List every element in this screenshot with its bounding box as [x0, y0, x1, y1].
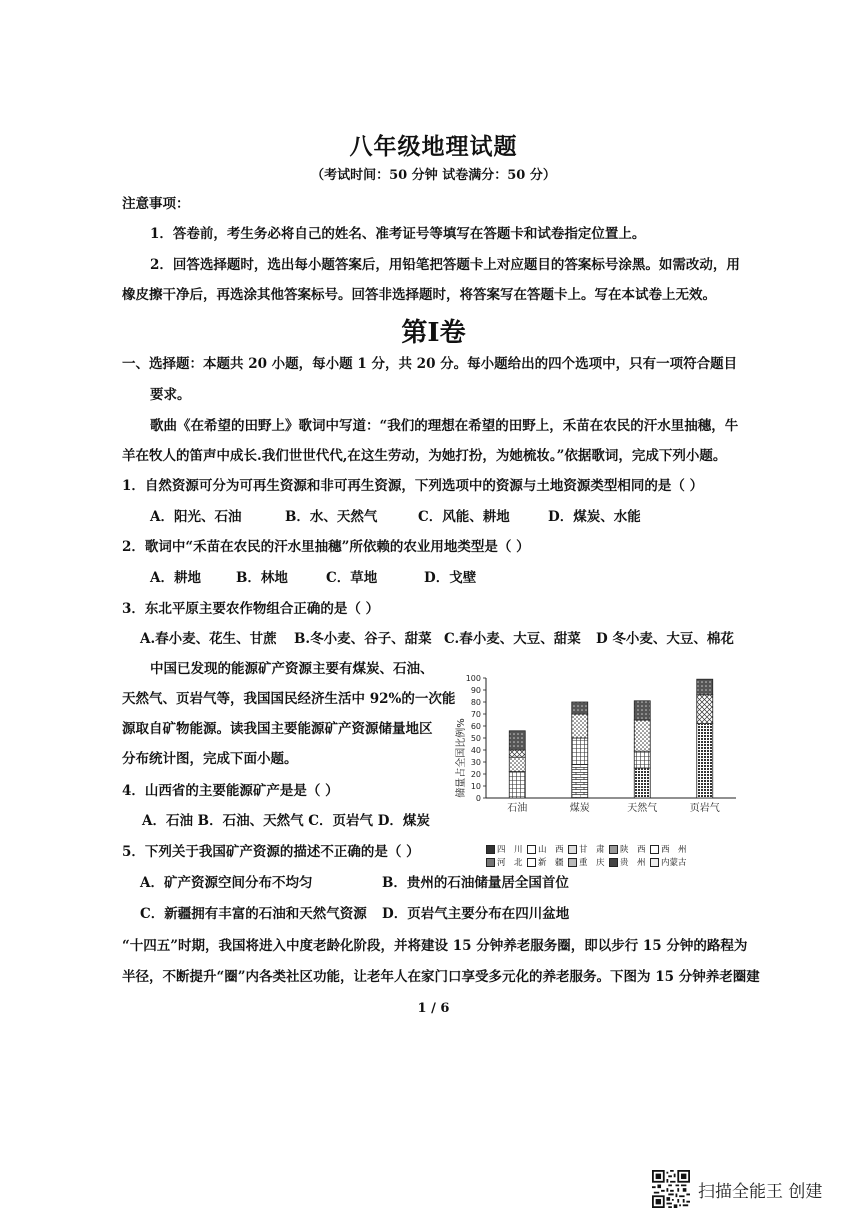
chart-legend-item [568, 843, 609, 855]
chart-legend-swatch [527, 858, 536, 867]
chart-y-tick-label: 60 [470, 722, 481, 731]
q5-option-b: B．贵州的石油储量居全国首位 [382, 875, 569, 891]
chart-bar-segment [572, 714, 588, 738]
chart-legend-label: 重 庆 [579, 858, 605, 868]
chart-legend-label: 陕 西 [620, 845, 646, 855]
q1-option-a: A．阳光、石油 [150, 509, 242, 525]
chart-bar-segment [509, 772, 525, 798]
chart-legend-swatch [486, 845, 495, 854]
scanner-watermark [652, 1170, 822, 1208]
notes-item-2-line-1: 2．回答选择题时，选出每小题答案后，用铅笔把答题卡上对应题目的答案标号涂黑。如需改动，用 [150, 257, 740, 273]
q2-option-a: A．耕地 [150, 570, 201, 586]
chart-bar-segment [572, 738, 588, 764]
q2-option-c: C．草地 [326, 570, 378, 586]
chart-y-tick-label: 20 [470, 770, 481, 779]
q4-stem: 4．山西省的主要能源矿产是是（ ） [122, 783, 339, 799]
chart-legend-item [650, 843, 691, 855]
chart-legend-swatch [486, 858, 495, 867]
chart-bar-segment [634, 768, 650, 798]
notes-item-1: 1．答卷前，考生务必将自己的姓名、准考证号等填写在答题卡和试卷指定位置上。 [150, 226, 646, 242]
energy-intro-line-4: 分布统计图，完成下面小题。 [122, 751, 298, 767]
chart-x-tick-label: 石油 [507, 803, 528, 814]
q1-stem: 1．自然资源可分为可再生资源和非可再生资源，下列选项中的资源与土地资源类型相同的是（ ） [122, 478, 704, 494]
chart-legend-item [486, 856, 527, 868]
chart-bar-segment [697, 679, 713, 695]
chart-legend-label: 河 北 [497, 858, 523, 868]
chart-legend-swatch [568, 858, 577, 867]
chart-legend-label: 西 州 [661, 845, 687, 855]
q3-option-d: D 冬小麦、大豆、棉花 [596, 631, 734, 647]
exam-title: 八年级地理试题 [349, 133, 518, 160]
chart-legend-item [568, 856, 609, 868]
chart-bar-segment [634, 720, 650, 751]
energy-intro-line-3: 源取自矿物能源。读我国主要能源矿产资源储量地区 [122, 721, 433, 737]
chart-legend-label: 内蒙古 [661, 858, 687, 868]
chart-x-tick-label: 天然气 [627, 803, 658, 814]
notes-heading: 注意事项： [122, 196, 190, 212]
chart-bar-segment [697, 724, 713, 798]
song-intro-line-2: 羊在牧人的笛声中成长.我们世世代代,在这生劳动，为她打扮，为她梳妆。”依据歌词，完成下列小题。 [122, 448, 727, 464]
section-heading-line-1: 一、选择题：本题共 20 小题，每小题 1 分，共 20 分。每小题给出的四个选项中，只有一项符合题目 [122, 356, 738, 372]
q2-option-b: B．林地 [236, 570, 288, 586]
chart-legend-label: 四 川 [497, 845, 523, 855]
qr-code-icon [652, 1170, 690, 1208]
chart-bar-segment [509, 757, 525, 771]
energy-intro-line-1: 中国已发现的能源矿产资源主要有煤炭、石油、 [150, 661, 434, 677]
q5-stem: 5．下列关于我国矿产资源的描述不正确的是（ ） [122, 844, 420, 860]
chart-legend-item [650, 856, 691, 868]
chart-legend-label: 山 西 [538, 845, 564, 855]
chart-y-tick-label: 40 [470, 746, 481, 755]
watermark-label: 扫描全能王 创建 [698, 1181, 823, 1202]
chart-bar-segment [634, 751, 650, 768]
elder-intro-line-2: 半径，不断提升“圈”内各类社区功能，让老年人在家门口享受多元化的养老服务。下图为 15 分钟养老圈建 [122, 969, 760, 985]
q2-stem: 2．歌词中“禾苗在农民的汗水里抽穗”所依赖的农业用地类型是（ ） [122, 539, 530, 555]
chart-legend-label: 贵 州 [620, 858, 646, 868]
q4-options: A．石油 B．石油、天然气 C．页岩气 D．煤炭 [142, 813, 430, 829]
chart-x-tick-label: 页岩气 [689, 803, 720, 814]
chart-legend-swatch [609, 858, 618, 867]
q1-option-c: C．风能、耕地 [418, 509, 510, 525]
chart-bar-segment [634, 701, 650, 720]
q5-option-c: C．新疆拥有丰富的石油和天然气资源 [140, 906, 367, 922]
chart-legend-swatch [568, 845, 577, 854]
chart-bar-segment [509, 750, 525, 757]
chart-y-label: 储量占全国比例% [456, 718, 467, 798]
exam-subtitle: （考试时间：50 分钟 试卷满分：50 分） [311, 168, 556, 183]
section-roll-title: 第Ⅰ卷 [401, 318, 466, 348]
chart-legend-swatch [609, 845, 618, 854]
notes-item-2-line-2: 橡皮擦干净后，再选涂其他答案标号。回答非选择题时，将答案写在答题卡上。写在本试卷上无效。 [122, 287, 716, 303]
q3-stem: 3．东北平原主要农作物组合正确的是（ ） [122, 601, 380, 617]
chart-legend-item [527, 856, 568, 868]
chart-x-tick-label: 煤炭 [569, 803, 590, 814]
chart-y-tick-label: 50 [470, 734, 481, 743]
q5-option-d: D．页岩气主要分布在四川盆地 [382, 906, 570, 922]
chart-legend-item [609, 856, 650, 868]
q5-option-a: A．矿产资源空间分布不均匀 [140, 875, 313, 891]
energy-intro-line-2: 天然气、页岩气等，我国国民经济生活中 92%的一次能 [122, 691, 456, 707]
chart-legend [486, 843, 736, 869]
chart-legend-item [609, 843, 650, 855]
q1-option-b: B．水、天然气 [285, 509, 378, 525]
chart-bar-segment [697, 695, 713, 724]
q3-option-a: A.春小麦、花生、甘蔗 [140, 631, 277, 647]
chart-legend-item [486, 843, 527, 855]
chart-legend-swatch [527, 845, 536, 854]
elder-intro-line-1: “十四五”时期，我国将进入中度老龄化阶段，并将建设 15 分钟养老服务圈，即以步行 15 分钟的路程为 [122, 938, 748, 954]
chart-legend-label: 新 疆 [538, 858, 564, 868]
section-heading-line-2: 要求。 [150, 387, 191, 403]
q3-option-c: C.春小麦、大豆、甜菜 [444, 631, 581, 647]
page-number: 1 / 6 [417, 1001, 450, 1016]
energy-reserves-chart [452, 672, 742, 844]
chart-y-tick-label: 0 [475, 794, 481, 803]
chart-y-tick-label: 100 [465, 674, 481, 683]
chart-legend-label: 甘 肃 [579, 845, 605, 855]
q1-option-d: D．煤炭、水能 [548, 509, 641, 525]
q2-option-d: D．戈壁 [424, 570, 477, 586]
chart-legend-swatch [650, 845, 659, 854]
chart-bar-segment [572, 764, 588, 798]
chart-bar-segment [509, 731, 525, 750]
chart-y-tick-label: 70 [470, 710, 481, 719]
chart-y-tick-label: 80 [470, 698, 481, 707]
chart-y-tick-label: 90 [470, 686, 481, 695]
q3-option-b: B.冬小麦、谷子、甜菜 [294, 631, 432, 647]
chart-y-tick-label: 10 [470, 782, 481, 791]
chart-legend-item [527, 843, 568, 855]
chart-legend-swatch [650, 858, 659, 867]
chart-y-tick-label: 30 [470, 758, 481, 767]
chart-bar-segment [572, 702, 588, 714]
song-intro-line-1: 歌曲《在希望的田野上》歌词中写道：“我们的理想在希望的田野上，禾苗在农民的汗水里抽穗，牛 [150, 418, 739, 434]
